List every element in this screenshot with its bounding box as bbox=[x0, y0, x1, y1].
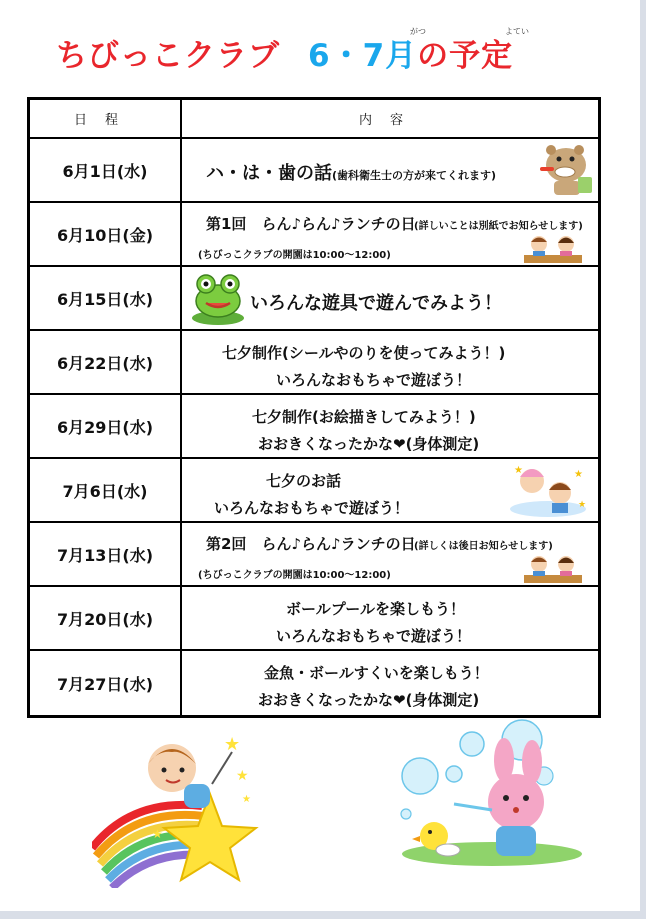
children-stars-illustration bbox=[508, 463, 588, 519]
title-club-name: ちびっこクラブ bbox=[56, 38, 280, 74]
row-main-text: ハ・は・歯の話 bbox=[206, 163, 332, 184]
row-note-text: (詳しくは後日お知らせします) bbox=[414, 541, 553, 552]
title-ruby-gatsu: がつ bbox=[410, 27, 426, 36]
table-row bbox=[30, 587, 598, 651]
page-frame-right bbox=[640, 0, 646, 919]
row-sub-text: いろんなおもちゃで遊ぼう！ bbox=[214, 499, 410, 517]
row-date: 6月15日(水) bbox=[30, 267, 182, 329]
title-schedule: の予定 bbox=[417, 38, 514, 74]
svg-text:★: ★ bbox=[514, 465, 523, 476]
table-row bbox=[30, 395, 598, 459]
page-title bbox=[56, 30, 513, 80]
title-ruby-yotei: よてい bbox=[505, 27, 529, 36]
schedule-table bbox=[27, 97, 601, 718]
children-lunch-illustration bbox=[522, 233, 584, 265]
svg-text:★: ★ bbox=[236, 768, 249, 784]
row-main-text: 七夕のお話 bbox=[266, 472, 342, 490]
title-months: 6・7月 bbox=[308, 38, 418, 74]
row-main-text: 七夕制作(お絵描きしてみよう！) bbox=[252, 408, 476, 426]
row-main-text: 第1回 らん♪らん♪ランチの日 bbox=[206, 215, 416, 233]
row-content bbox=[182, 331, 598, 393]
row-main-text: 金魚・ボールすくいを楽しもう！ bbox=[264, 664, 489, 682]
table-row bbox=[30, 267, 598, 331]
svg-text:★: ★ bbox=[242, 794, 251, 805]
row-content bbox=[182, 523, 598, 585]
row-content bbox=[182, 395, 598, 457]
table-row bbox=[30, 331, 598, 395]
row-sub-text: おおきくなったかな❤(身体測定) bbox=[258, 435, 480, 453]
row-sub-text: (ちびっこクラブの開園は10:00～12:00) bbox=[198, 250, 391, 261]
header-content: 内容 bbox=[358, 113, 421, 128]
table-header-row bbox=[30, 100, 598, 139]
row-sub-text: いろんなおもちゃで遊ぼう！ bbox=[276, 627, 472, 645]
row-content bbox=[182, 587, 598, 649]
table-row bbox=[30, 203, 598, 267]
child-riding-star-rainbow-illustration bbox=[92, 728, 262, 888]
row-content bbox=[182, 459, 598, 521]
table-row bbox=[30, 523, 598, 587]
row-date: 7月27日(水) bbox=[30, 651, 182, 715]
header-date: 日程 bbox=[30, 100, 182, 137]
page-frame-bottom bbox=[0, 911, 646, 919]
row-content bbox=[182, 267, 598, 329]
row-date: 7月13日(水) bbox=[30, 523, 182, 585]
row-date: 6月29日(水) bbox=[30, 395, 182, 457]
row-date: 7月20日(水) bbox=[30, 587, 182, 649]
row-content bbox=[182, 203, 598, 265]
svg-text:★: ★ bbox=[574, 469, 583, 480]
row-sub-text: いろんなおもちゃで遊ぼう！ bbox=[276, 371, 472, 389]
table-row bbox=[30, 459, 598, 523]
row-main-text: ボールプールを楽しもう！ bbox=[286, 600, 465, 618]
frog-on-lilypad-illustration bbox=[188, 271, 248, 327]
row-content bbox=[182, 139, 598, 201]
row-content bbox=[182, 651, 598, 715]
row-sub-text: (ちびっこクラブの開園は10:00～12:00) bbox=[198, 570, 391, 581]
table-row bbox=[30, 139, 598, 203]
row-main-text: 七夕制作(シールやのりを使ってみよう！) bbox=[222, 344, 506, 362]
row-date: 7月6日(水) bbox=[30, 459, 182, 521]
row-note-text: (歯科衛生士の方が来てくれます) bbox=[332, 169, 497, 182]
row-sub-text: おおきくなったかな❤(身体測定) bbox=[258, 691, 480, 709]
row-main-text: いろんな遊具で遊んでみよう！ bbox=[250, 293, 502, 314]
svg-text:★: ★ bbox=[578, 500, 587, 510]
svg-text:★: ★ bbox=[224, 734, 241, 755]
row-note-text: (詳しいことは別紙でお知らせします) bbox=[414, 221, 583, 232]
row-main-text: 第2回 らん♪らん♪ランチの日 bbox=[206, 535, 416, 553]
hippo-toothbrush-illustration bbox=[534, 141, 596, 199]
table-row bbox=[30, 651, 598, 715]
svg-text:★: ★ bbox=[152, 827, 163, 841]
children-lunch-illustration bbox=[522, 553, 584, 585]
row-date: 6月1日(水) bbox=[30, 139, 182, 201]
row-date: 6月10日(金) bbox=[30, 203, 182, 265]
bunny-blowing-bubbles-illustration bbox=[392, 718, 592, 868]
row-date: 6月22日(水) bbox=[30, 331, 182, 393]
